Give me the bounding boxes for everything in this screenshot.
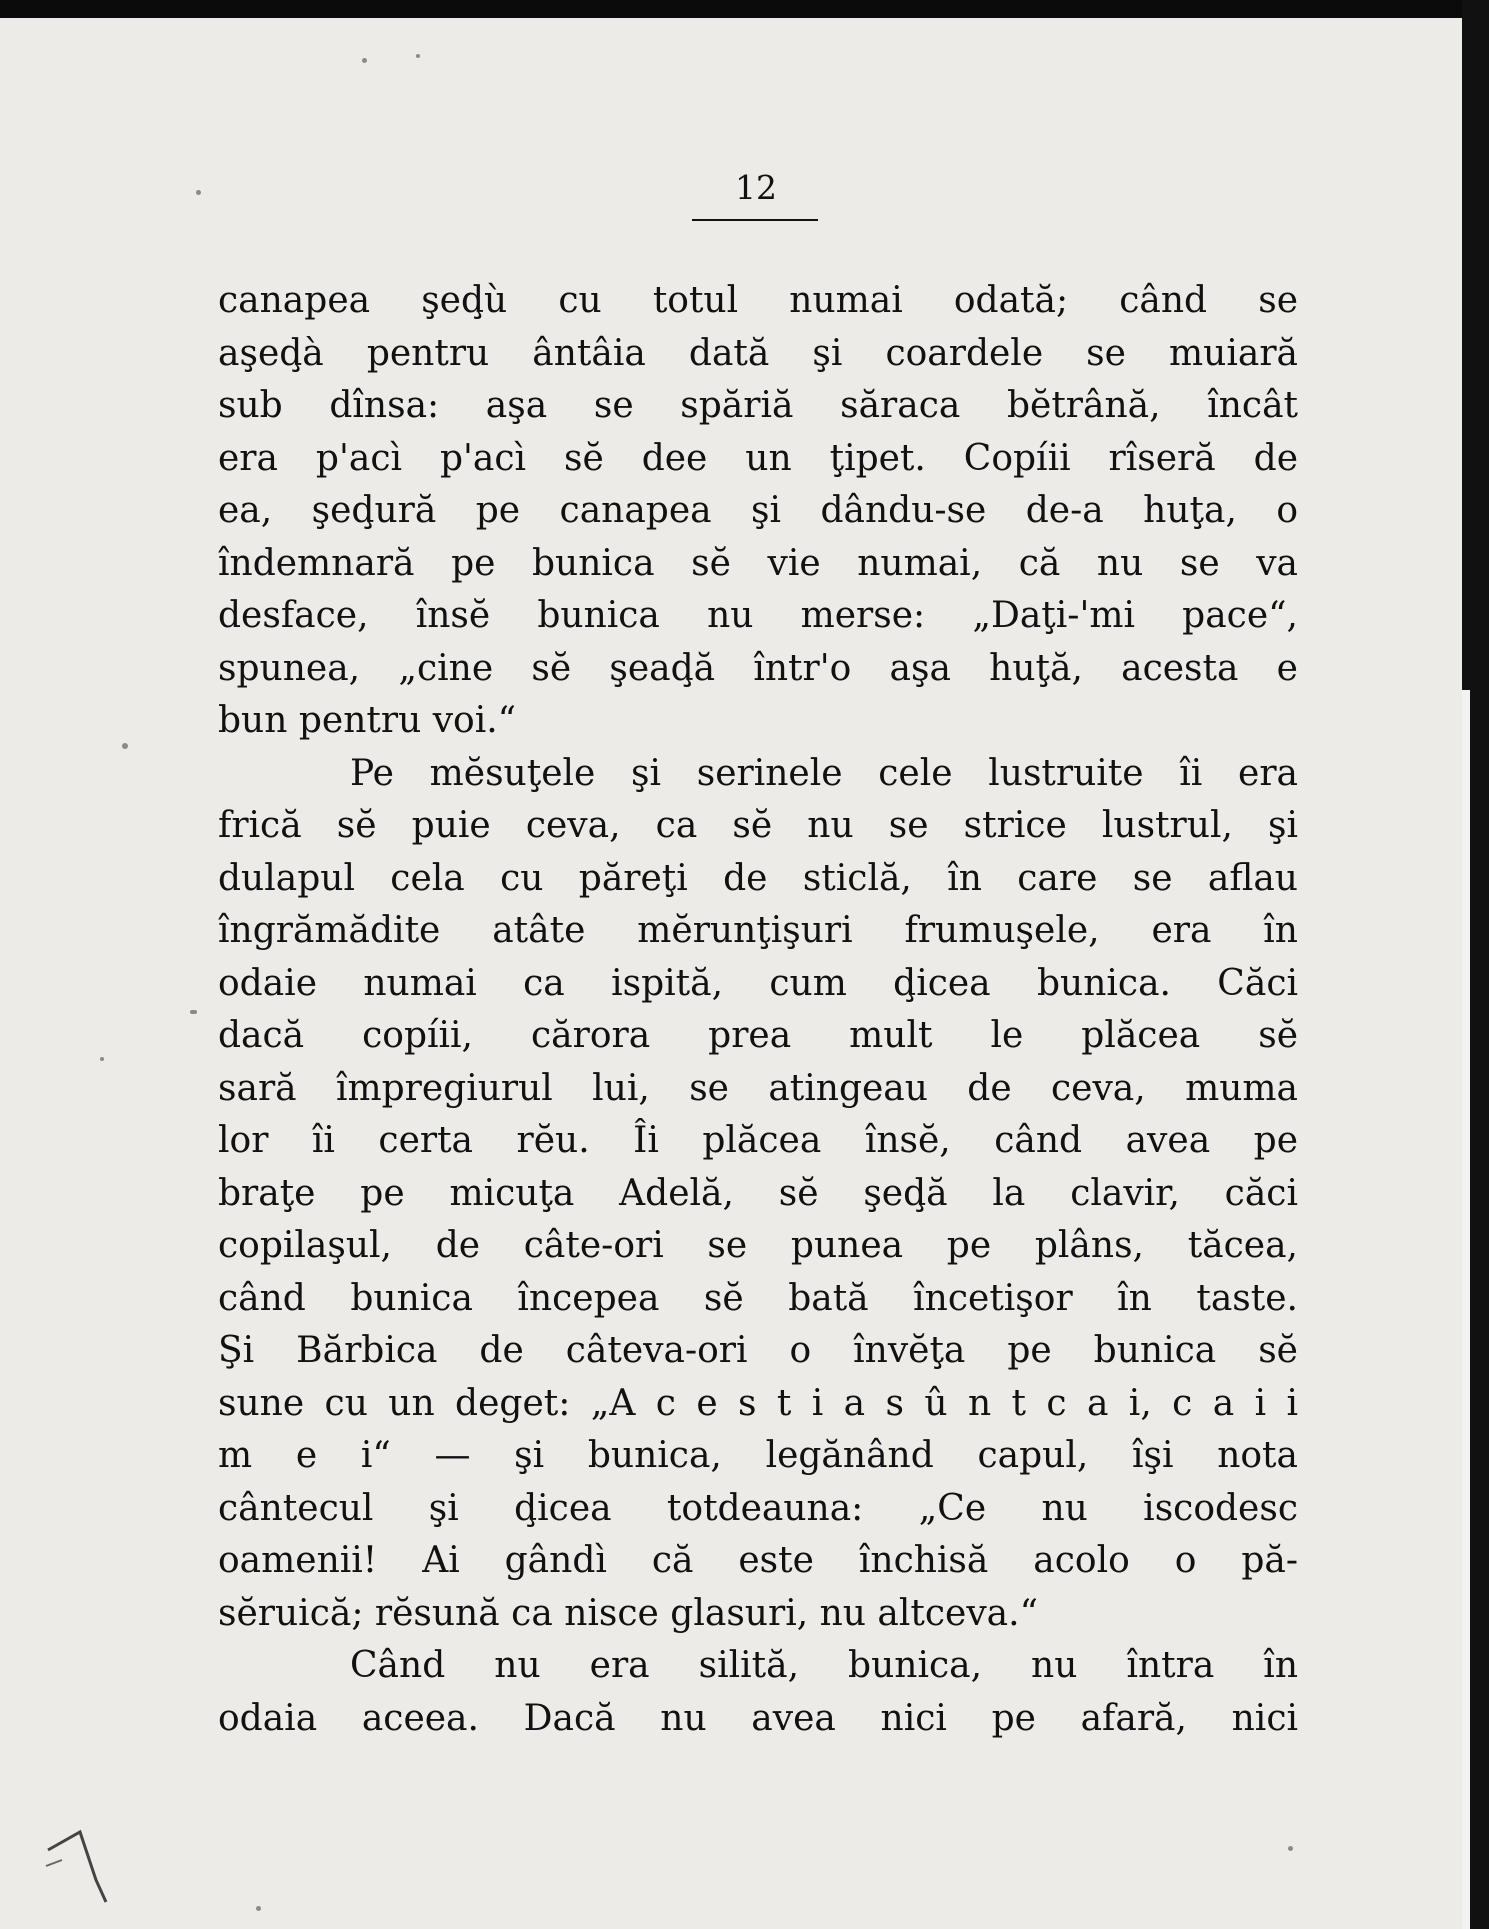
scan-speck	[122, 743, 128, 749]
text-line: dulapul cela cu păreţi de sticlă, în care se aflau	[218, 857, 1298, 899]
scan-speck	[416, 54, 420, 58]
text-line: sune cu un deget: „A c e s t i a s û n t c a i, c a i i	[218, 1382, 1298, 1424]
page-number-rule	[692, 219, 818, 221]
page-number: 12	[735, 168, 777, 207]
text-line: era p'acì p'acì sĕ dee un ţipet. Copíii rîseră de	[218, 437, 1298, 479]
text-line: cântecul şi ḑicea totdeauna: „Ce nu iscodesc	[218, 1487, 1298, 1529]
scan-speck	[100, 1057, 104, 1061]
scan-speck	[362, 58, 367, 63]
body-text	[218, 275, 1298, 1745]
text-line: îndemnară pe bunica sĕ vie numai, că nu se va	[218, 542, 1298, 584]
text-line: desface, însĕ bunica nu merse: „Daţi-'mi pace“,	[218, 595, 1298, 636]
text-line: aşeḑà pentru ântâia dată şi coardele se muiară	[218, 332, 1298, 374]
text-line: oamenii! Ai gândì că este închisă acolo o pă-	[218, 1540, 1298, 1581]
text-line: odaie numai ca ispită, cum ḑicea bunica. Căci	[218, 962, 1298, 1004]
text-line: copilaşul, de câte-ori se punea pe plâns, tăcea,	[218, 1225, 1298, 1266]
text-line: sară împregiurul lui, se atingeau de ceva, muma	[218, 1067, 1298, 1109]
text-line: canapea şeḑù cu totul numai odată; când se	[218, 280, 1298, 321]
text-line: bun pentru voi.“	[218, 700, 517, 741]
text-line: sĕruică; rĕsună ca nisce glasuri, nu altceva.“	[218, 1592, 1038, 1634]
page-edge-strip	[1462, 690, 1470, 1929]
text-line: când bunica începea sĕ bată încetişor în taste.	[218, 1277, 1298, 1319]
text-line: lor îi certa rĕu. Îi plăcea însĕ, când avea pe	[218, 1120, 1298, 1161]
scan-speck	[1288, 1846, 1293, 1851]
text-line: Şi Bărbica de câteva-ori o învĕţa pe bunica sĕ	[218, 1330, 1298, 1371]
text-line: odaia aceea. Dacă nu avea nici pe afară, nici	[218, 1697, 1298, 1739]
text-line: ea, şeḑură pe canapea şi dându-se de-a huţa, o	[218, 490, 1298, 531]
text-line: Pe mĕsuţele şi serinele cele lustruite îi era	[350, 752, 1298, 794]
text-line: dacă copíii, cărora prea mult le plăcea sĕ	[218, 1015, 1298, 1056]
text-line: frică sĕ puie ceva, ca sĕ nu se strice lustrul, şi	[218, 805, 1298, 846]
scan-speck	[256, 1906, 261, 1911]
text-line: Când nu era silită, bunica, nu întra în	[350, 1645, 1298, 1686]
page-corner-mark	[40, 1820, 110, 1910]
text-line: braţe pe micuţa Adelă, sĕ şeḑă la clavir, căci	[218, 1172, 1298, 1214]
text-line: m e i“ — şi bunica, legănând capul, îşi nota	[218, 1435, 1298, 1476]
scan-speck	[190, 1010, 197, 1014]
text-line: sub dînsa: aşa se spăriă săraca bĕtrână, încât	[218, 385, 1298, 426]
text-line: îngrămădite atâte mĕrunţişuri frumuşele, era în	[218, 910, 1298, 951]
scan-speck	[196, 190, 201, 195]
text-line: spunea, „cine sĕ şeaḑă într'o aşa huţă, acesta e	[218, 647, 1298, 689]
